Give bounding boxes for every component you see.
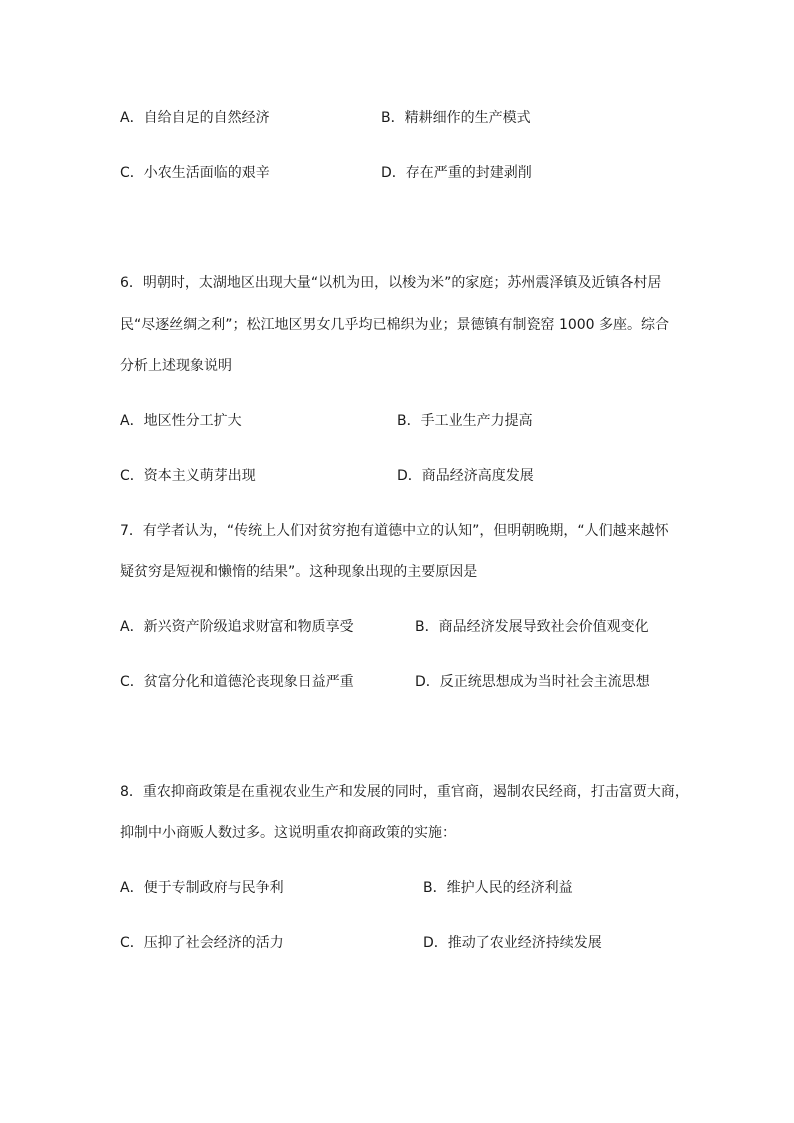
q8-stem-line-2: 抑制中小商贩人数过多。这说明重农抑商政策的实施： [120,825,456,841]
q8-option-d: D．推动了农业经济持续发展 [423,935,602,951]
q7-stem-line-2: 疑贫穷是短视和懒惰的结果”。这种现象出现的主要原因是 [120,564,478,580]
q7-option-c: C．贫富分化和道德沦丧现象日益严重 [120,674,354,690]
q5-option-a: A．自给自足的自然经济 [120,110,270,126]
q8-stem-line-1: 8．重农抑商政策是在重视农业生产和发展的同时，重官商，遏制农民经商，打击富贾大商， [120,784,689,800]
q7-option-b: B．商品经济发展导致社会价值观变化 [415,619,649,635]
q6-stem-line-2: 民“尽逐丝绸之利”；松江地区男女几乎均已棉织为业；景德镇有制瓷窑 1000 多座。综合 [120,317,670,333]
q6-option-d: D．商品经济高度发展 [397,468,534,484]
q6-option-b: B．手工业生产力提高 [397,413,533,429]
q8-option-c: C．压抑了社会经济的活力 [120,935,284,951]
q8-option-b: B．维护人民的经济利益 [423,880,573,896]
q5-option-d: D．存在严重的封建剥削 [381,165,532,181]
q8-option-a: A．便于专制政府与民争利 [120,880,284,896]
q5-option-c: C．小农生活面临的艰辛 [120,165,270,181]
q6-option-c: C．资本主义萌芽出现 [120,468,256,484]
q7-stem-line-1: 7．有学者认为，“传统上人们对贫穷抱有道德中立的认知”，但明朝晚期，“人们越来越怀 [120,523,669,539]
q7-option-a: A．新兴资产阶级追求财富和物质享受 [120,619,354,635]
q5-option-b: B．精耕细作的生产模式 [381,110,531,126]
q6-option-a: A．地区性分工扩大 [120,413,242,429]
q6-stem-line-1: 6．明朝时，太湖地区出现大量“以机为田，以梭为米”的家庭；苏州震泽镇及近镇各村居 [120,275,662,291]
q6-stem-line-3: 分析上述现象说明 [120,358,232,374]
q7-option-d: D．反正统思想成为当时社会主流思想 [415,674,650,690]
